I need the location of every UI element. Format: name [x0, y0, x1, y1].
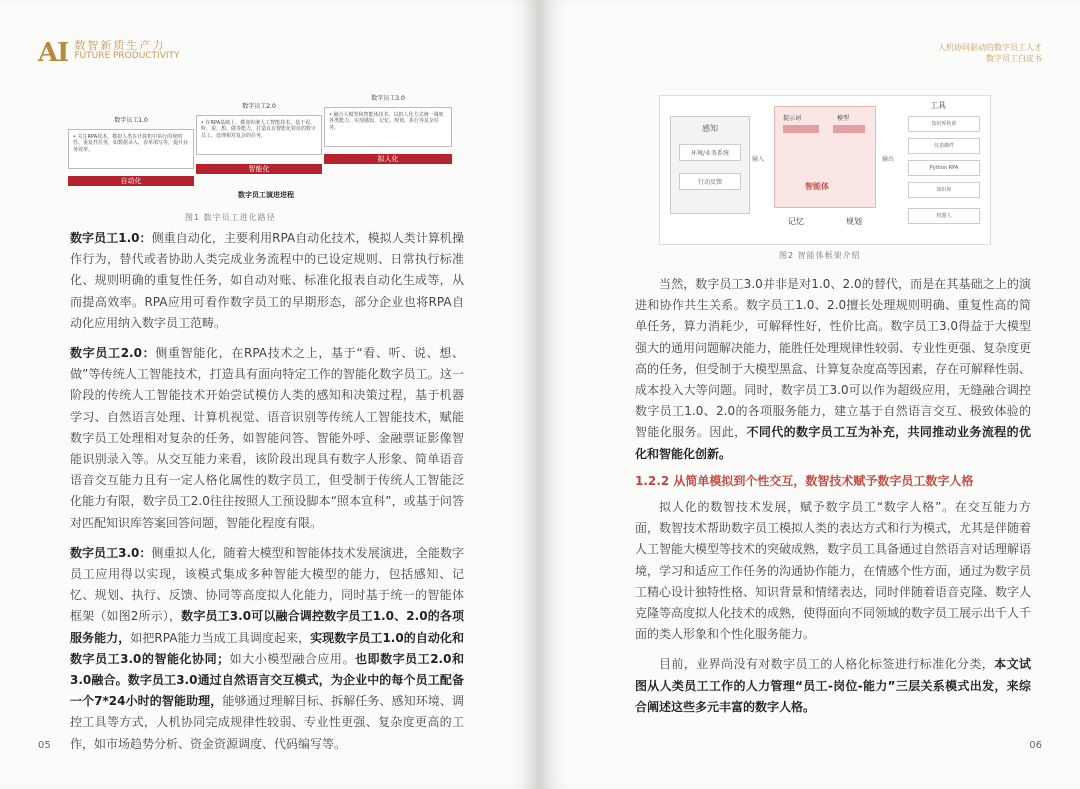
- tool-item: 机器人: [908, 208, 980, 224]
- figure-1-evolution: [68, 96, 458, 200]
- left-body-text: [70, 228, 464, 764]
- page-number-left: 05: [38, 740, 51, 751]
- page-number-right: 06: [1029, 740, 1042, 751]
- env-label: 环境/业务系统: [679, 144, 741, 161]
- p6-body: 目前，业界尚没有对数字员工的人格化标签进行标准化分类，: [659, 657, 995, 672]
- stage-title: 数字员工3.0: [371, 95, 405, 102]
- model-bar: [833, 125, 865, 133]
- p3-bold-b: 数字员工3.0可以融合调控数字员工1.0、2.0的各项服务能力，: [70, 609, 464, 645]
- p3-body-c: 如把RPA能力当成工具调度起来，: [130, 630, 311, 645]
- figure-axis-label: 数字员工演进进程: [238, 191, 294, 199]
- right-page: [543, 0, 1080, 789]
- p3-bold-g: 数字员工3.0通过自然语言交互模式，为企业中的每个员工配备一个7*24小时的智能助理，: [70, 673, 465, 709]
- header-right-line2: 数字员工白皮书: [986, 54, 1042, 63]
- header-right-line1: 人机协同驱动的数字员工人才: [938, 43, 1042, 52]
- stage-1: [68, 117, 194, 185]
- stage-desc: • 关注RPA技术，模拟人类在计算机中执行的规则性、重复性任务，如数据录入、表单填写等，提升业务效率。: [68, 129, 194, 169]
- section-heading: 1.2.2 从简单模拟到个性交互，数智技术赋予数字员工数字人格: [635, 474, 974, 488]
- input-label: 输入: [752, 156, 765, 163]
- p3-body-h: 能够通过理解目标、拆解任务、感知环境、调控工具等方式，人机协同完成规律性较弱、专业性更强、复杂度更高的工作，如市场趋势分析、资金资源调度、代码编写等。: [70, 694, 464, 751]
- paragraph-1: [70, 228, 464, 334]
- stage-desc: • 融合大模型和智能体技术，以拟人化方式统一调度各类能力，实现感知、记忆、规划、执行等复杂任务。: [324, 107, 452, 147]
- p1-body: 侧重自动化，主要利用RPA自动化技术，模拟人类计算机操作行为，替代或者协助人类完成业务流程中的已设定规则、日常执行标准化、规则明确的重复性任务，如自动对账、标准化报表自动化生成等，从而提高效率。RPA应用可看作数字员工的早期形态，部分企业也将RPA自动化应用纳入数字员工范畴。: [70, 231, 464, 330]
- p3-bold-d: 实现数字员工1.0的自动化和数字员工3.0的智能化协同；: [70, 630, 464, 666]
- right-body-text-2: [635, 497, 1031, 727]
- p2-label: 数字员工2.0：: [70, 346, 156, 361]
- stage-title: 数字员工1.0: [114, 117, 148, 124]
- stage-2: [196, 103, 322, 173]
- logo-title: 数智新质生产力: [74, 39, 166, 52]
- prompt-label: 提示词: [783, 115, 802, 122]
- logo: [38, 40, 180, 66]
- figure-2-agent-framework: [659, 95, 991, 245]
- paragraph-2: [70, 343, 464, 534]
- p2-body: 侧重智能化，在RPA技术之上，基于“看、听、说、想、做”等传统人工智能技术，打造具有面向特定工作的智能化数字员工。这一阶段的传统人工智能技术开始尝试模仿人类的感知和决策过程，基于机器学习、自然语言处理、计算机视觉、语音识别等传统人工智能技术，赋能数字员工处理相对复杂的任务，如智能问答、智能外呼、金融票证影像智能识别录入等。从交互能力来看，该阶段出现具有数字人形象、简单语音语音交互能力且有一定人格化属性的数字员工，但受制于传统人工智能泛化能力有限，数字员工2.0往往按照人工预设脚本“照本宣科”，或基于问答对匹配知识库答案回答问题，智能化程度有限。: [70, 346, 464, 530]
- stage-desc: • 在RPA基础上，叠加传统人工智能技术，基于看、听、说、想、做等能力，打造具有智能化特征的数字员工，处理相对复杂的任务。: [196, 115, 322, 155]
- prompt-bar: [783, 125, 819, 133]
- stage-3: [324, 95, 452, 163]
- action-label: 行动反馈: [679, 173, 741, 190]
- stage-tag: 智能化: [196, 164, 322, 174]
- tools-title: 工具: [930, 101, 946, 110]
- p1-label: 数字员工1.0：: [70, 231, 152, 245]
- p3-body-a: 侧重拟人化，随着大模型和智能体技术发展演进，全能数字员工应用得以实现，该模式集成多种智能大模型的能力，包括感知、记忆、规划、执行、反馈、协同等高度拟人化能力，同时基于统一的智能体框架（如图2所示），: [70, 545, 464, 624]
- p6-bold: 本文试图从人类员工工作的人力管理“员工-岗位-能力”三层关系模式出发，来综合阐述这些多元丰富的数字人格。: [635, 657, 1031, 714]
- tool-item: 仪表插件: [908, 138, 980, 154]
- output-label: 输出: [882, 156, 895, 163]
- agent-core: [774, 106, 876, 208]
- figure-1-caption: 图1 数字员工进化路径: [185, 213, 276, 222]
- perception-label: 感知: [702, 124, 718, 133]
- left-page: [0, 0, 537, 789]
- model-label: 模型: [837, 115, 850, 122]
- right-body-text-1: [635, 274, 1031, 474]
- tool-item: 知识库: [908, 182, 980, 198]
- p3-bold-f: 也即数字员工2.0和3.0融合。: [70, 651, 464, 688]
- tool-item: 知识库检索: [908, 116, 980, 132]
- header-right: [938, 42, 1042, 64]
- planning-label: 规划: [846, 217, 862, 226]
- tool-item: Python RPA: [908, 160, 980, 176]
- stage-tag: 拟人化: [324, 154, 452, 164]
- stage-title: 数字员工2.0: [242, 103, 276, 110]
- paragraph-3: [70, 543, 464, 755]
- stage-tag: 自动化: [68, 176, 194, 186]
- logo-mark: AI: [38, 38, 69, 68]
- paragraph-4: [635, 274, 1031, 465]
- p3-label: 数字员工3.0：: [70, 545, 152, 560]
- memory-label: 记忆: [788, 217, 804, 226]
- p4-body: 当然，数字员工3.0并非是对1.0、2.0的替代，而是在其基础之上的演进和协作共生关系。数字员工1.0、2.0擅长处理规则明确、重复性高的简单任务，算力消耗少，可解释性好，性价比高。数字员工3.0得益于大模型强大的通用问题解决能力，能胜任处理规律性较弱、专业性更强、复杂度更高的任务，但受制于大模型黑盒、计算复杂度高等因素，存在可解释性弱、成本投入大等问题。同时，数字员工3.0可以作为超级应用，无缝融合调控数字员工1.0、2.0的各项服务能力，建立基于自然语言交互、极致体验的智能化服务。因此，: [635, 277, 1032, 440]
- p4-bold: 不同代的数字员工互为补充，共同推动业务流程的优化和智能化创新。: [635, 425, 1031, 461]
- agent-label: 智能体: [805, 182, 829, 191]
- p3-body-e: 如大小模型融合应用。: [229, 651, 355, 666]
- figure-2-caption: 图2 智能体框架介绍: [779, 251, 861, 260]
- paragraph-6: [635, 654, 1031, 718]
- paragraph-5: 拟人化的数智技术发展，赋予数字员工“数字人格”。在交互能力方面，数智技术帮助数字员工模拟人类的表达方式和行为模式，尤其是伴随着人工智能大模型等技术的突破成熟，数字员工具备通过自然语言对话理解语境，学习和适应工作任务的沟通协作能力，在情感个性方面，通过为数字员工精心设计独特性格、知识背景和情绪表达，同时伴随着语音克隆、数字人克隆等高度拟人化技术的成熟，使得面向不同领域的数字员工展示出千人千面的类人形象和个性化服务能力。: [635, 500, 1032, 642]
- perception-group: [670, 116, 750, 214]
- logo-subtitle: FUTURE PRODUCTIVITY: [74, 51, 180, 61]
